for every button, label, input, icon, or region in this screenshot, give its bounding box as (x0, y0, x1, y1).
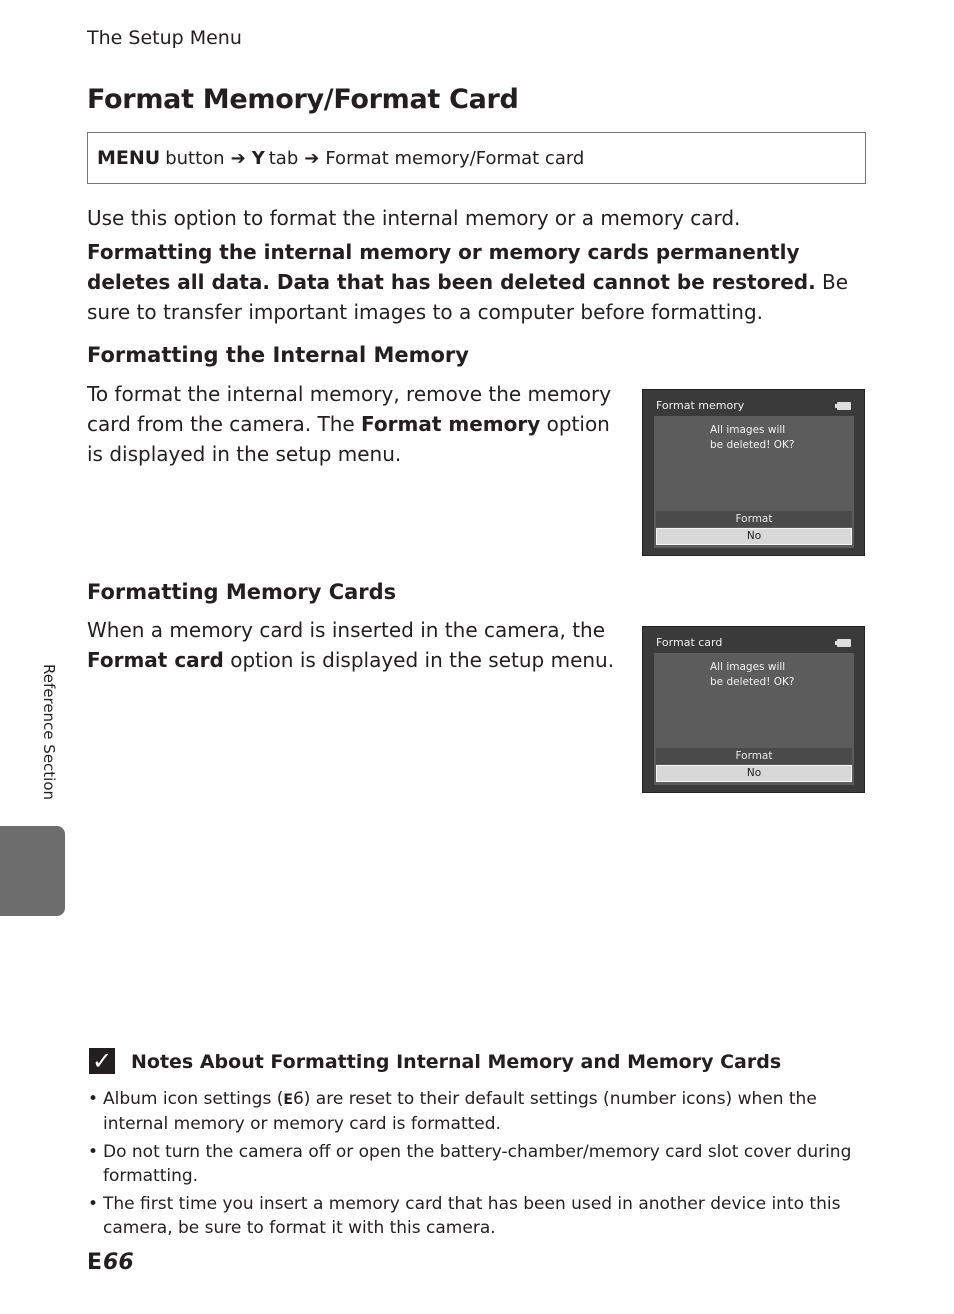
camera-dialog-message (710, 423, 794, 453)
check-icon: ✓ (89, 1048, 115, 1074)
warning-bold: Formatting the internal memory or memory cards permanently deletes all data. Data that has been deleted cannot be restored. (87, 240, 816, 294)
heading-internal-memory: Formatting the Internal Memory (87, 343, 469, 367)
heading-memory-cards: Formatting Memory Cards (87, 580, 397, 604)
message-line-1: All images will (710, 661, 786, 673)
list-item: • Do not turn the camera off or open the battery-chamber/memory card slot cover during formatting. (87, 1140, 867, 1188)
reference-section-icon: E (87, 1250, 103, 1275)
notes-list (87, 1087, 867, 1244)
side-section-tab (0, 826, 65, 916)
camera-dialog (654, 416, 854, 548)
reference-section-icon: E (283, 1092, 293, 1108)
format-card-label: Format card (87, 648, 224, 672)
message-line-1: All images will (710, 424, 786, 436)
menu-path-tab-text: tab (268, 147, 299, 169)
option-no-selected: No (656, 528, 852, 545)
message-line-2: be deleted! OK? (710, 439, 795, 451)
warning-text (87, 237, 877, 327)
card-text-after: option is displayed in the setup menu. (223, 648, 615, 672)
note-1-ref-number: 6 (292, 1089, 304, 1109)
setup-tab-icon: Y (251, 147, 265, 169)
menu-path-button-text: button (165, 147, 225, 169)
intro-text: Use this option to format the internal memory or a memory card. (87, 206, 741, 230)
page-number (87, 1250, 134, 1275)
notes-heading: Notes About Formatting Internal Memory and Memory Cards (131, 1051, 782, 1073)
warning-normal: Be sure to transfer important images to a computer before formatting. (87, 270, 849, 324)
arrow-right-icon: ➔ (230, 147, 246, 169)
battery-icon (837, 402, 851, 410)
list-item (87, 1087, 867, 1136)
menu-path-item: Format memory/Format card (325, 147, 585, 169)
option-format: Format (656, 511, 852, 527)
battery-icon (837, 639, 851, 647)
side-section-label: Reference Section (40, 664, 58, 801)
arrow-right-icon: ➔ (304, 147, 320, 169)
message-line-2: be deleted! OK? (710, 676, 795, 688)
option-format: Format (656, 748, 852, 764)
camera-screen-format-memory (642, 389, 865, 556)
note-1-before: Album icon settings ( (103, 1089, 284, 1109)
option-no-selected: No (656, 765, 852, 782)
page-title: Format Memory/Format Card (87, 84, 519, 115)
page-number-value: 66 (103, 1250, 134, 1275)
camera-dialog (654, 653, 854, 785)
internal-text-after: option is displayed in the setup menu. (87, 412, 610, 466)
camera-screen-title: Format memory (656, 399, 745, 412)
camera-screen-title: Format card (656, 636, 723, 649)
camera-screen-format-card (642, 626, 865, 793)
memory-card-text (87, 615, 622, 675)
note-1-after: ) are reset to their default settings (number icons) when the internal memory or memory card is formatted. (103, 1089, 817, 1134)
menu-path-box (87, 132, 866, 184)
internal-memory-text (87, 379, 622, 469)
section-header: The Setup Menu (87, 27, 242, 49)
internal-text-before: To format the internal memory, remove the memory card from the camera. The (87, 382, 612, 436)
format-memory-label: Format memory (361, 412, 541, 436)
list-item: • The first time you insert a memory card that has been used in another device into this camera, be sure to format it with this camera. (87, 1192, 867, 1240)
card-text-before: When a memory card is inserted in the camera, the (87, 618, 606, 642)
menu-button-icon: MENU (97, 147, 161, 169)
camera-dialog-message (710, 660, 794, 690)
